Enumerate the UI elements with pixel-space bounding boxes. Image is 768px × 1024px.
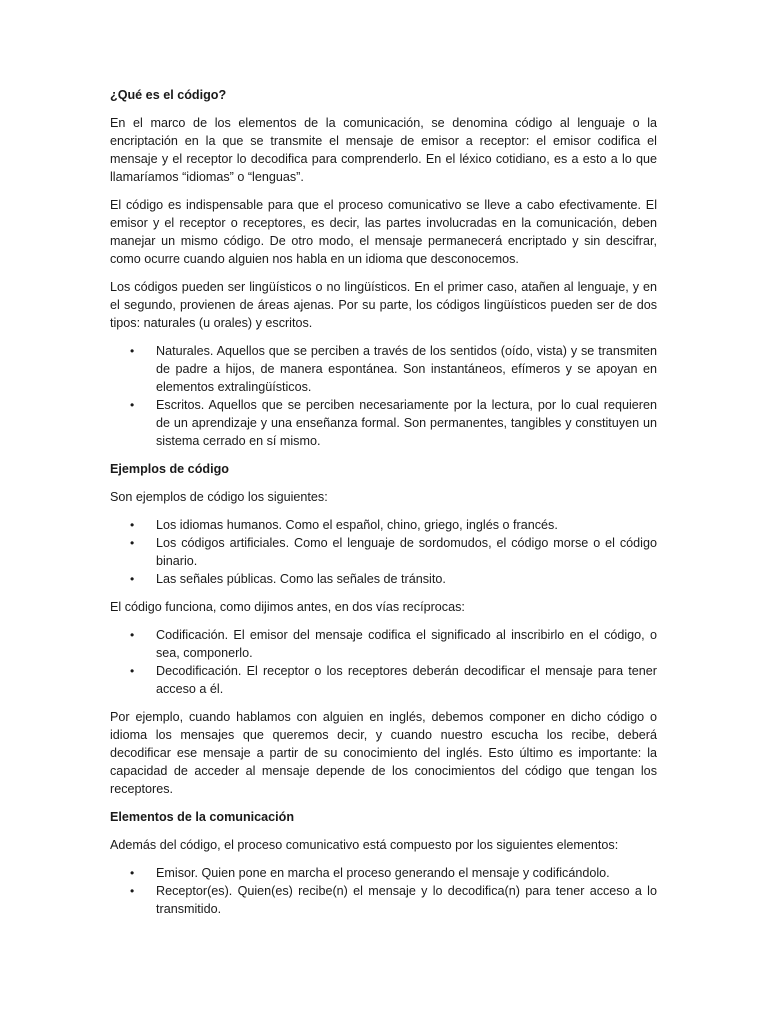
list-item xyxy=(110,662,657,698)
paragraph: Por ejemplo, cuando hablamos con alguien en inglés, debemos componer en dicho código o idioma los mensajes que queremos decir, y cuando nuestro escucha los recibe, deberá decodificar ese mensaje a partir de su conocimiento del inglés. Esto último es importante: la capacidad de acceder al mensaje depende de los conocimientos del código que tengan los receptores. xyxy=(110,710,657,796)
bullet-icon: • xyxy=(130,884,135,898)
section-heading-elementos-comunicacion: Elementos de la comunicación xyxy=(110,810,295,824)
list-item-text: Codificación. El emisor del mensaje codifica el significado al inscribirlo en el código, o sea, componerlo. xyxy=(156,628,657,660)
list-item xyxy=(110,534,657,570)
bullet-icon: • xyxy=(130,344,135,358)
list-item-text: Decodificación. El receptor o los receptores deberán decodificar el mensaje para tener acceso a él. xyxy=(156,664,657,696)
bullet-icon: • xyxy=(130,664,135,678)
bullet-list-ejemplos xyxy=(110,516,657,588)
list-item xyxy=(110,882,657,918)
list-item xyxy=(110,570,657,588)
list-item xyxy=(110,516,657,534)
list-item-text: Los códigos artificiales. Como el lenguaje de sordomudos, el código morse o el código binario. xyxy=(156,536,657,568)
list-item xyxy=(110,864,657,882)
bullet-icon: • xyxy=(130,536,135,550)
list-item-text: Receptor(es). Quien(es) recibe(n) el mensaje y lo decodifica(n) para tener acceso a lo transmitido. xyxy=(156,884,657,916)
document-page xyxy=(110,86,657,928)
paragraph: En el marco de los elementos de la comunicación, se denomina código al lenguaje o la encriptación en la que se transmite el mensaje de emisor a receptor: el emisor codifica el mensaje y el receptor lo decodifica para comprenderlo. En el léxico cotidiano, es a esto a lo que llamaríamos “idiomas” o “lenguas”. xyxy=(110,116,657,184)
paragraph: El código es indispensable para que el proceso comunicativo se lleve a cabo efectivamente. El emisor y el receptor o receptores, es decir, las partes involucradas en la comunicación, deben manejar un mismo código. De otro modo, el mensaje permanecerá encriptado y sin descifrar, como ocurre cuando alguien nos habla en un idioma que desconocemos. xyxy=(110,198,657,266)
bullet-icon: • xyxy=(130,866,135,880)
paragraph: Además del código, el proceso comunicativo está compuesto por los siguientes elementos: xyxy=(110,838,619,852)
list-item-text: Escritos. Aquellos que se perciben necesariamente por la lectura, por lo cual requieren de un aprendizaje y una enseñanza formal. Son permanentes, tangibles y constituyen un sistema cerrado en sí mismo. xyxy=(156,398,657,448)
section-heading-que-es-el-codigo: ¿Qué es el código? xyxy=(110,88,227,102)
bullet-icon: • xyxy=(130,398,135,412)
bullet-icon: • xyxy=(130,572,135,586)
list-item-text: Las señales públicas. Como las señales de tránsito. xyxy=(156,572,446,586)
list-item-text: Emisor. Quien pone en marcha el proceso generando el mensaje y codificándolo. xyxy=(156,866,610,880)
section-heading-ejemplos-de-codigo: Ejemplos de código xyxy=(110,462,229,476)
bullet-icon: • xyxy=(130,628,135,642)
paragraph: El código funciona, como dijimos antes, en dos vías recíprocas: xyxy=(110,600,465,614)
list-item-text: Los idiomas humanos. Como el español, chino, griego, inglés o francés. xyxy=(156,518,558,532)
paragraph: Son ejemplos de código los siguientes: xyxy=(110,490,328,504)
list-item xyxy=(110,396,657,450)
bullet-list-elementos xyxy=(110,864,657,918)
paragraph: Los códigos pueden ser lingüísticos o no lingüísticos. En el primer caso, atañen al lenguaje, y en el segundo, provienen de áreas ajenas. Por su parte, los códigos lingüísticos pueden ser de dos tipos: naturales (u orales) y escritos. xyxy=(110,280,657,330)
list-item xyxy=(110,626,657,662)
bullet-list-tipos-codigo xyxy=(110,342,657,450)
list-item-text: Naturales. Aquellos que se perciben a través de los sentidos (oído, vista) y se transmiten de padre a hijos, de manera espontánea. Son instantáneos, efímeros y se apoyan en elementos extralingüísticos. xyxy=(156,344,657,394)
bullet-list-vias xyxy=(110,626,657,698)
bullet-icon: • xyxy=(130,518,135,532)
list-item xyxy=(110,342,657,396)
